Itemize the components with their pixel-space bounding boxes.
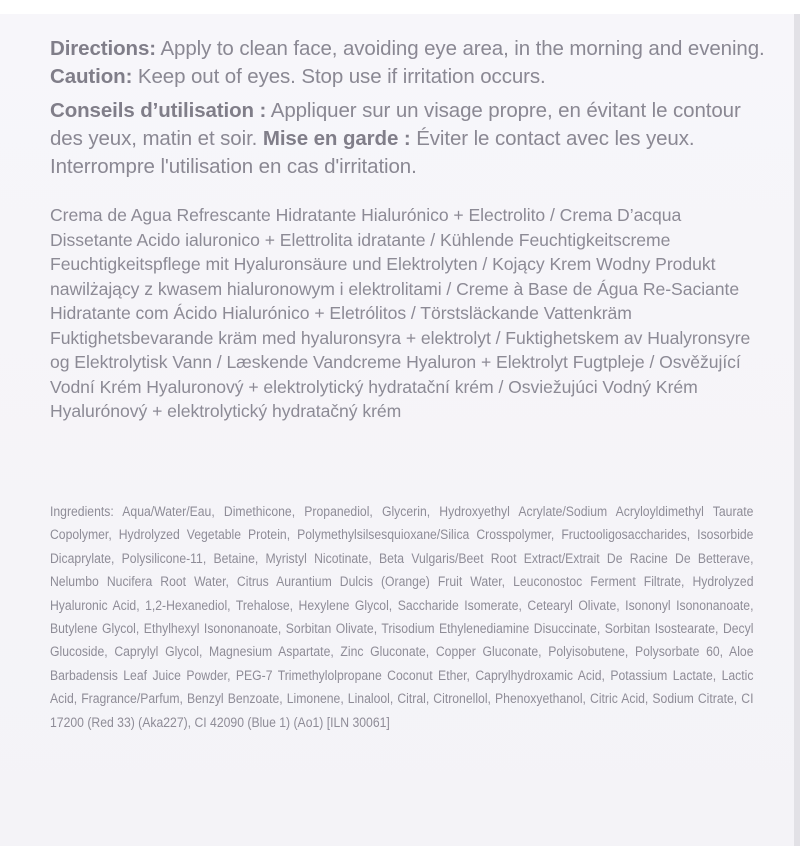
caution-text: Keep out of eyes. Stop use if irritation occurs.	[132, 65, 546, 88]
ingredients-list: Ingredients: Aqua/Water/Eau, Dimethicone, Propanediol, Glycerin, Hydroxyethyl Acrylate/Sodium Acryloyldimethyl Taurate Copolymer, Hydrolyzed Vegetable Protein, Polymethylsilsesquioxane/Silica Crosspolymer, Fructooligosaccharides, Isosorbide Dicaprylate, Polysilicone-11, Betaine, Myristyl Nicotinate, Beta Vulgaris/Beet Root Extract/Extrait De Racine De Betterave, Nelumbo Nucifera Root Water, Citrus Aurantium Dulcis (Orange) Fruit Water, Leuconostoc Ferment Filtrate, Hydrolyzed Hyaluronic Acid, 1,2-Hexanediol, Trehalose, Hexylene Glycol, Saccharide Isomerate, Cetearyl Olivate, Isononyl Isononanoate, Butylene Glycol, Ethylhexyl Isononanoate, Sorbitan Olivate, Trisodium Ethylenediamine Disuccinate, Sorbitan Isostearate, Decyl Glucoside, Caprylyl Glycol, Magnesium Aspartate, Zinc Gluconate, Copper Gluconate, Polyisobutene, Polysorbate 60, Aloe Barbadensis Leaf Juice Powder, PEG-7 Trimethylolpropane Coconut Ether, Caprylhydroxamic Acid, Potassium Lactate, Lactic Acid, Fragrance/Parfum, Benzyl Benzoate, Limonene, Linalool, Citral, Citronellol, Phenoxyethanol, Citric Acid, Sodium Citrate, CI 17200 (Red 33) (Aka227), CI 42090 (Blue 1) (Ao1) [ILN 30061]	[50, 504, 754, 731]
directions-text: Apply to clean face, avoiding eye area, in the morning and evening.	[155, 37, 765, 60]
caution-label: Caution:	[50, 65, 133, 88]
mise-en-garde-text: Éviter le contact avec les yeux. Interrompre l'utilisation en cas d'irritation.	[50, 127, 695, 178]
label-top-edge	[0, 0, 800, 14]
multilingual-product-names: Crema de Agua Refrescante Hidratante Hialurónico + Electrolito / Crema D’acqua Dissetante Acido ialuronico + Elettrolita idratante / Kühlende Feuchtigkeitscreme Feuchtigkeitspflege mit Hyaluronsäure und Elektrolyten / Kojący Krem Wodny Produkt nawilżający z kwasem hialuronowym i elektrolitami / Creme à Base de Água Re-Saciante Hidratante com Ácido Hialurónico + Eletrólitos / Törstsläckande Vattenkräm Fuktighetsbevarande kräm med hyaluronsyra + elektrolyt / Fuktighetskem av Hualyronsyre og Elektrolytisk Vann / Læskende Vandcreme Hyaluron + Elektrolyt Fugtpleje / Osvěžující Vodní Krém Hyaluronový + elektrolytický hydratační krém / Osviežujúci Vodný Krém Hyalurónový + elektrolytický hydratačný krém	[50, 205, 751, 421]
directions-label: Directions:	[50, 37, 156, 60]
mise-en-garde-label: Mise en garde :	[262, 127, 411, 150]
directions-fr	[50, 97, 770, 181]
conseils-text: Appliquer sur un visage propre, en évitant le contour des yeux, matin et soir.	[50, 99, 741, 150]
directions-en	[50, 35, 770, 91]
conseils-label: Conseils d’utilisation :	[50, 99, 267, 122]
